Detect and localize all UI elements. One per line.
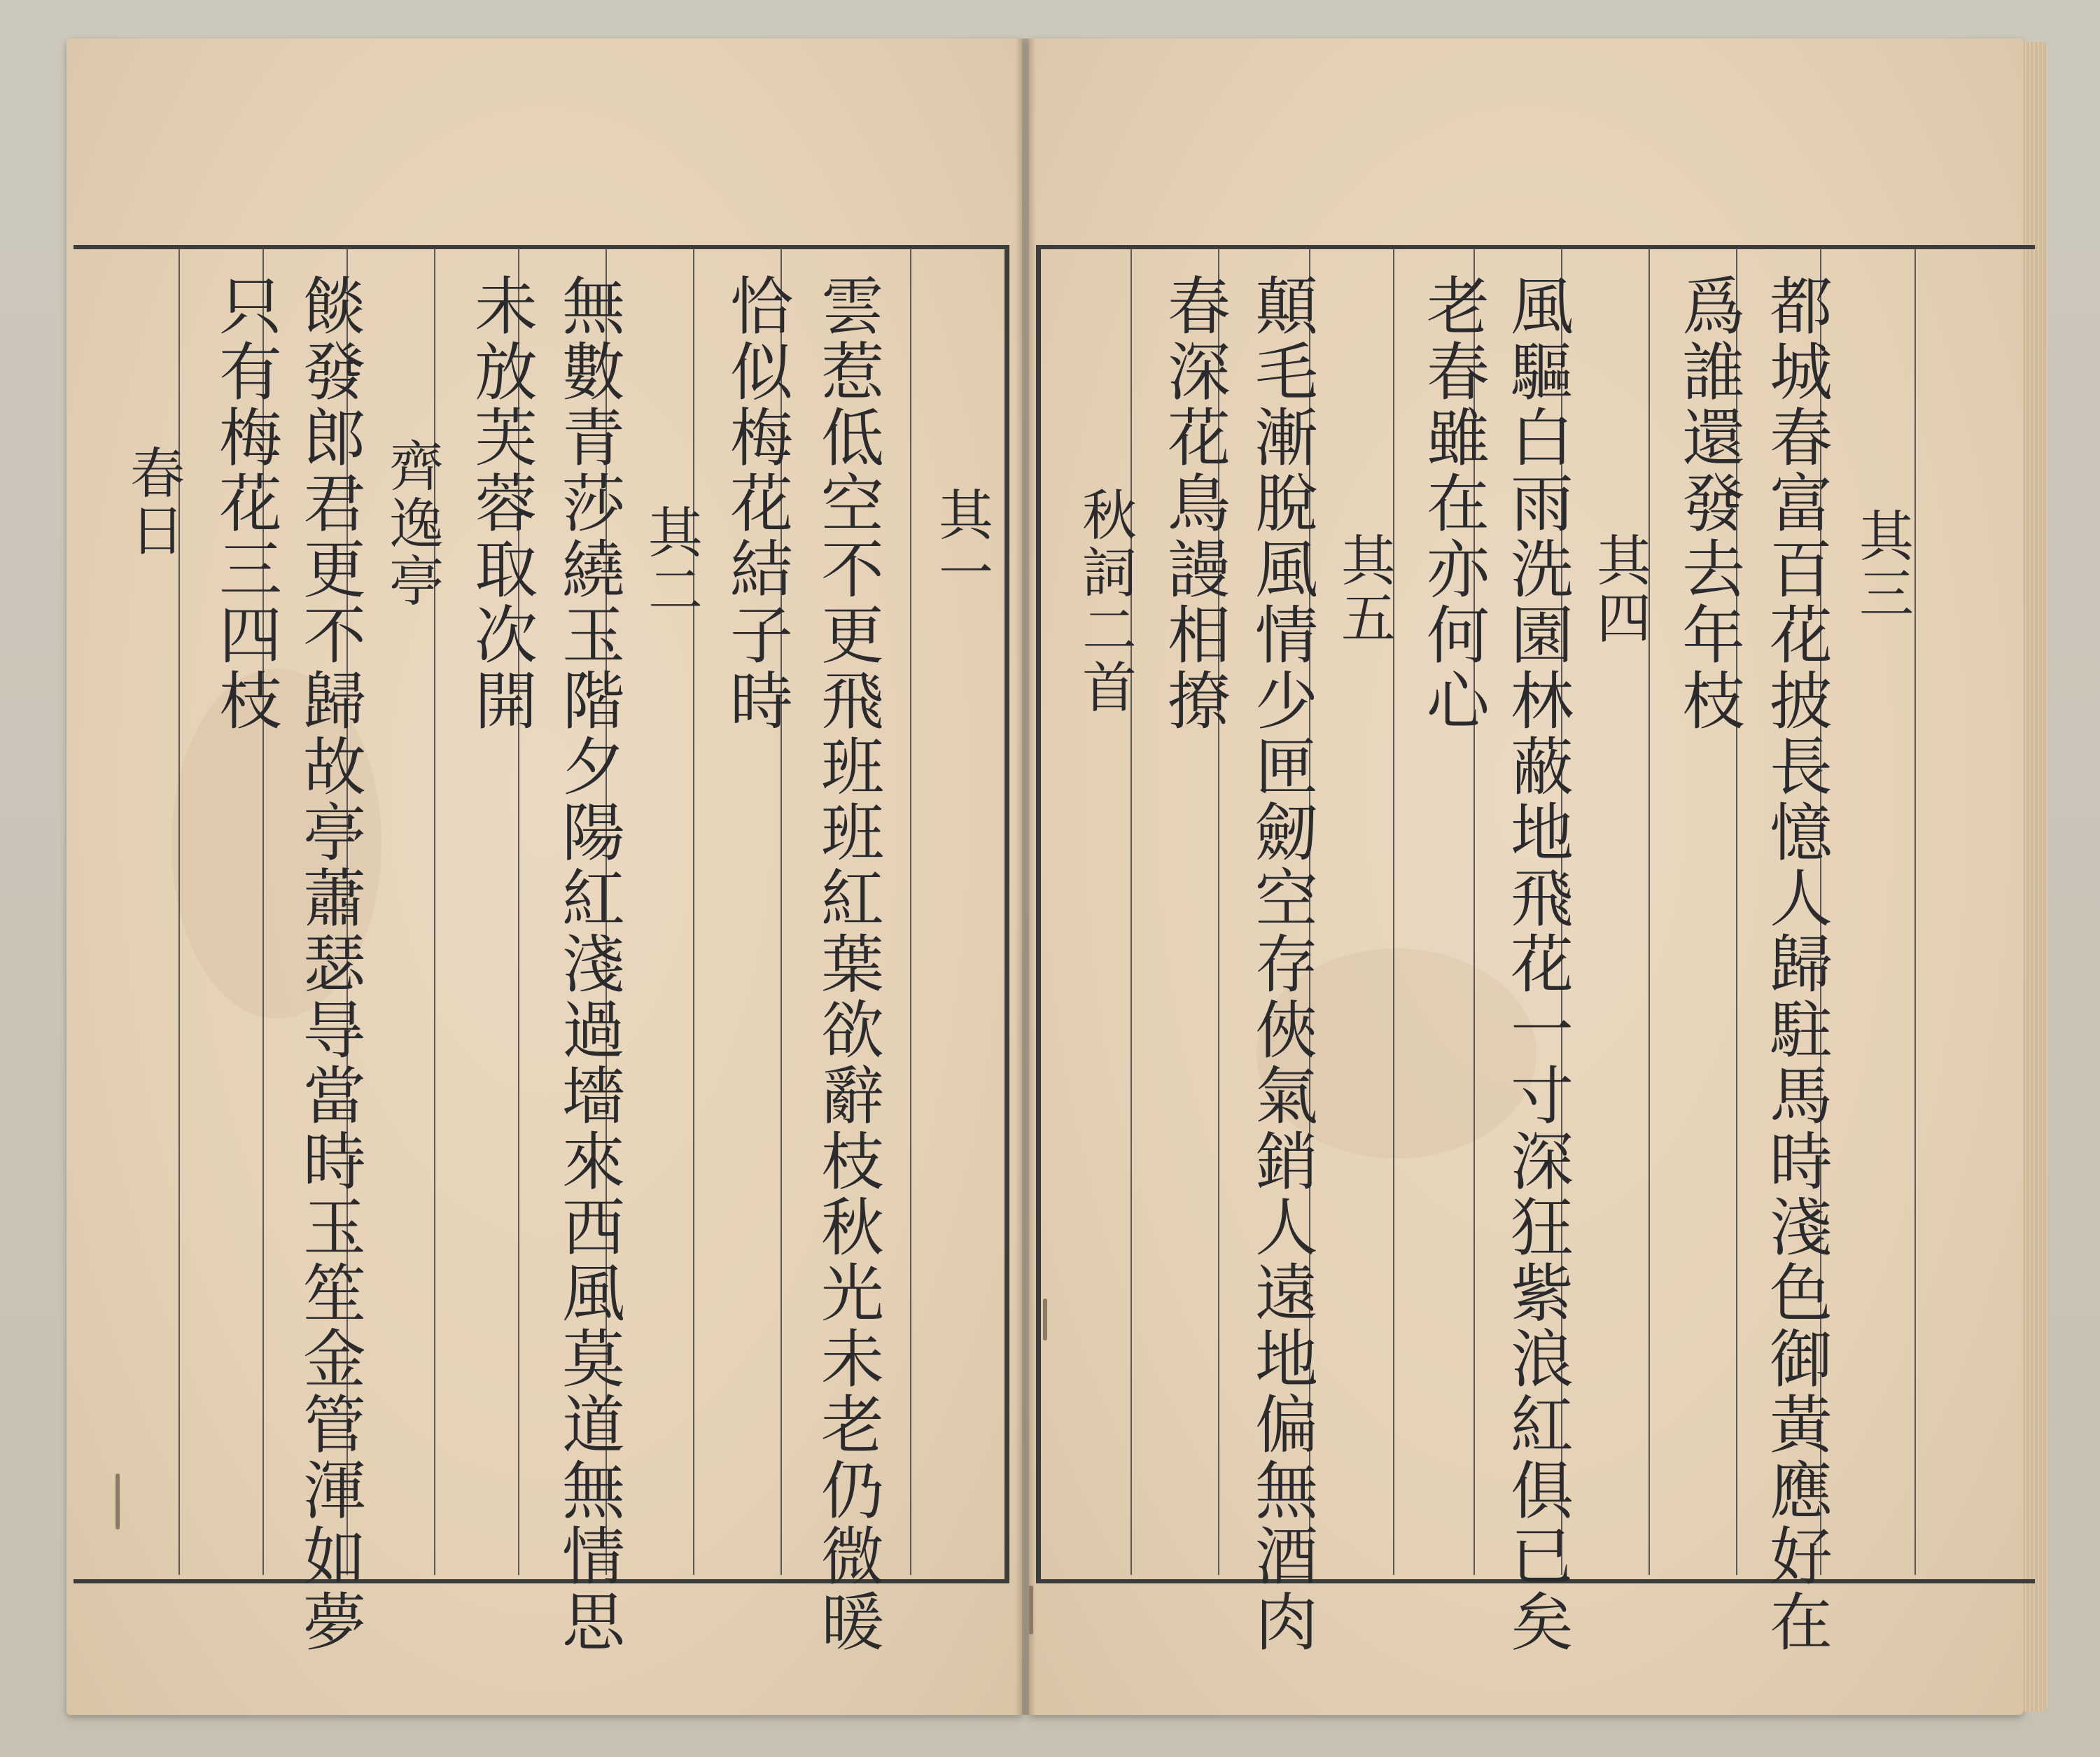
binding-thread [115,1474,120,1530]
poem-title: 秋詞二首 [1073,486,1136,716]
poem-heading: 其四 [1588,532,1651,647]
verse-column: 只有梅花三四枝 [208,273,281,734]
verse-column: 恰似梅花結子時 [719,273,792,734]
binding-thread [1043,1298,1047,1340]
poem-title: 齊逸亭 [380,438,443,610]
book-spine [1015,38,1036,1715]
poem-heading: 其二 [639,504,702,619]
verse-column: 餤發郎君更不歸故亭蕭瑟㝵當時玉笙金管渾如夢 [292,273,365,1655]
poem-heading: 其五 [1332,532,1395,647]
verse-column: 爲誰還發去年枝 [1671,273,1744,734]
poem-title: 春日 [121,444,184,559]
column-rule [1914,248,1916,1575]
binding-thread [1029,1586,1033,1634]
verse-column: 都城春富百花披長憶人歸駐馬時淺色御黃應好在 [1758,273,1832,1655]
verse-column: 未放芙蓉取次開 [463,273,537,734]
verse-column: 顛毛漸脫風情少匣劒空存俠氣銷人遠地偏無酒肉 [1244,273,1317,1655]
verse-column: 雲惹低空不更飛班班紅葉欲辭枝秋光未老仍微暖 [810,273,883,1655]
verse-column: 無數青莎繞玉階夕陽紅淺過墻來西風莫道無情思 [551,273,624,1655]
column-rule [693,248,694,1575]
column-rule [1130,248,1132,1575]
open-book [66,38,2047,1718]
verse-column: 老春雖在亦何心 [1415,273,1489,734]
column-rule [1648,248,1650,1575]
verse-column: 春深花鳥謾相撩 [1156,273,1230,734]
poem-heading: 其三 [1850,507,1913,622]
poem-heading: 其一 [930,486,993,601]
column-rule [1393,248,1394,1575]
verse-column: 風驅白雨洗園林蔽地飛花一寸深狂紫浪紅俱已矣 [1499,273,1573,1655]
column-rule [910,248,911,1575]
